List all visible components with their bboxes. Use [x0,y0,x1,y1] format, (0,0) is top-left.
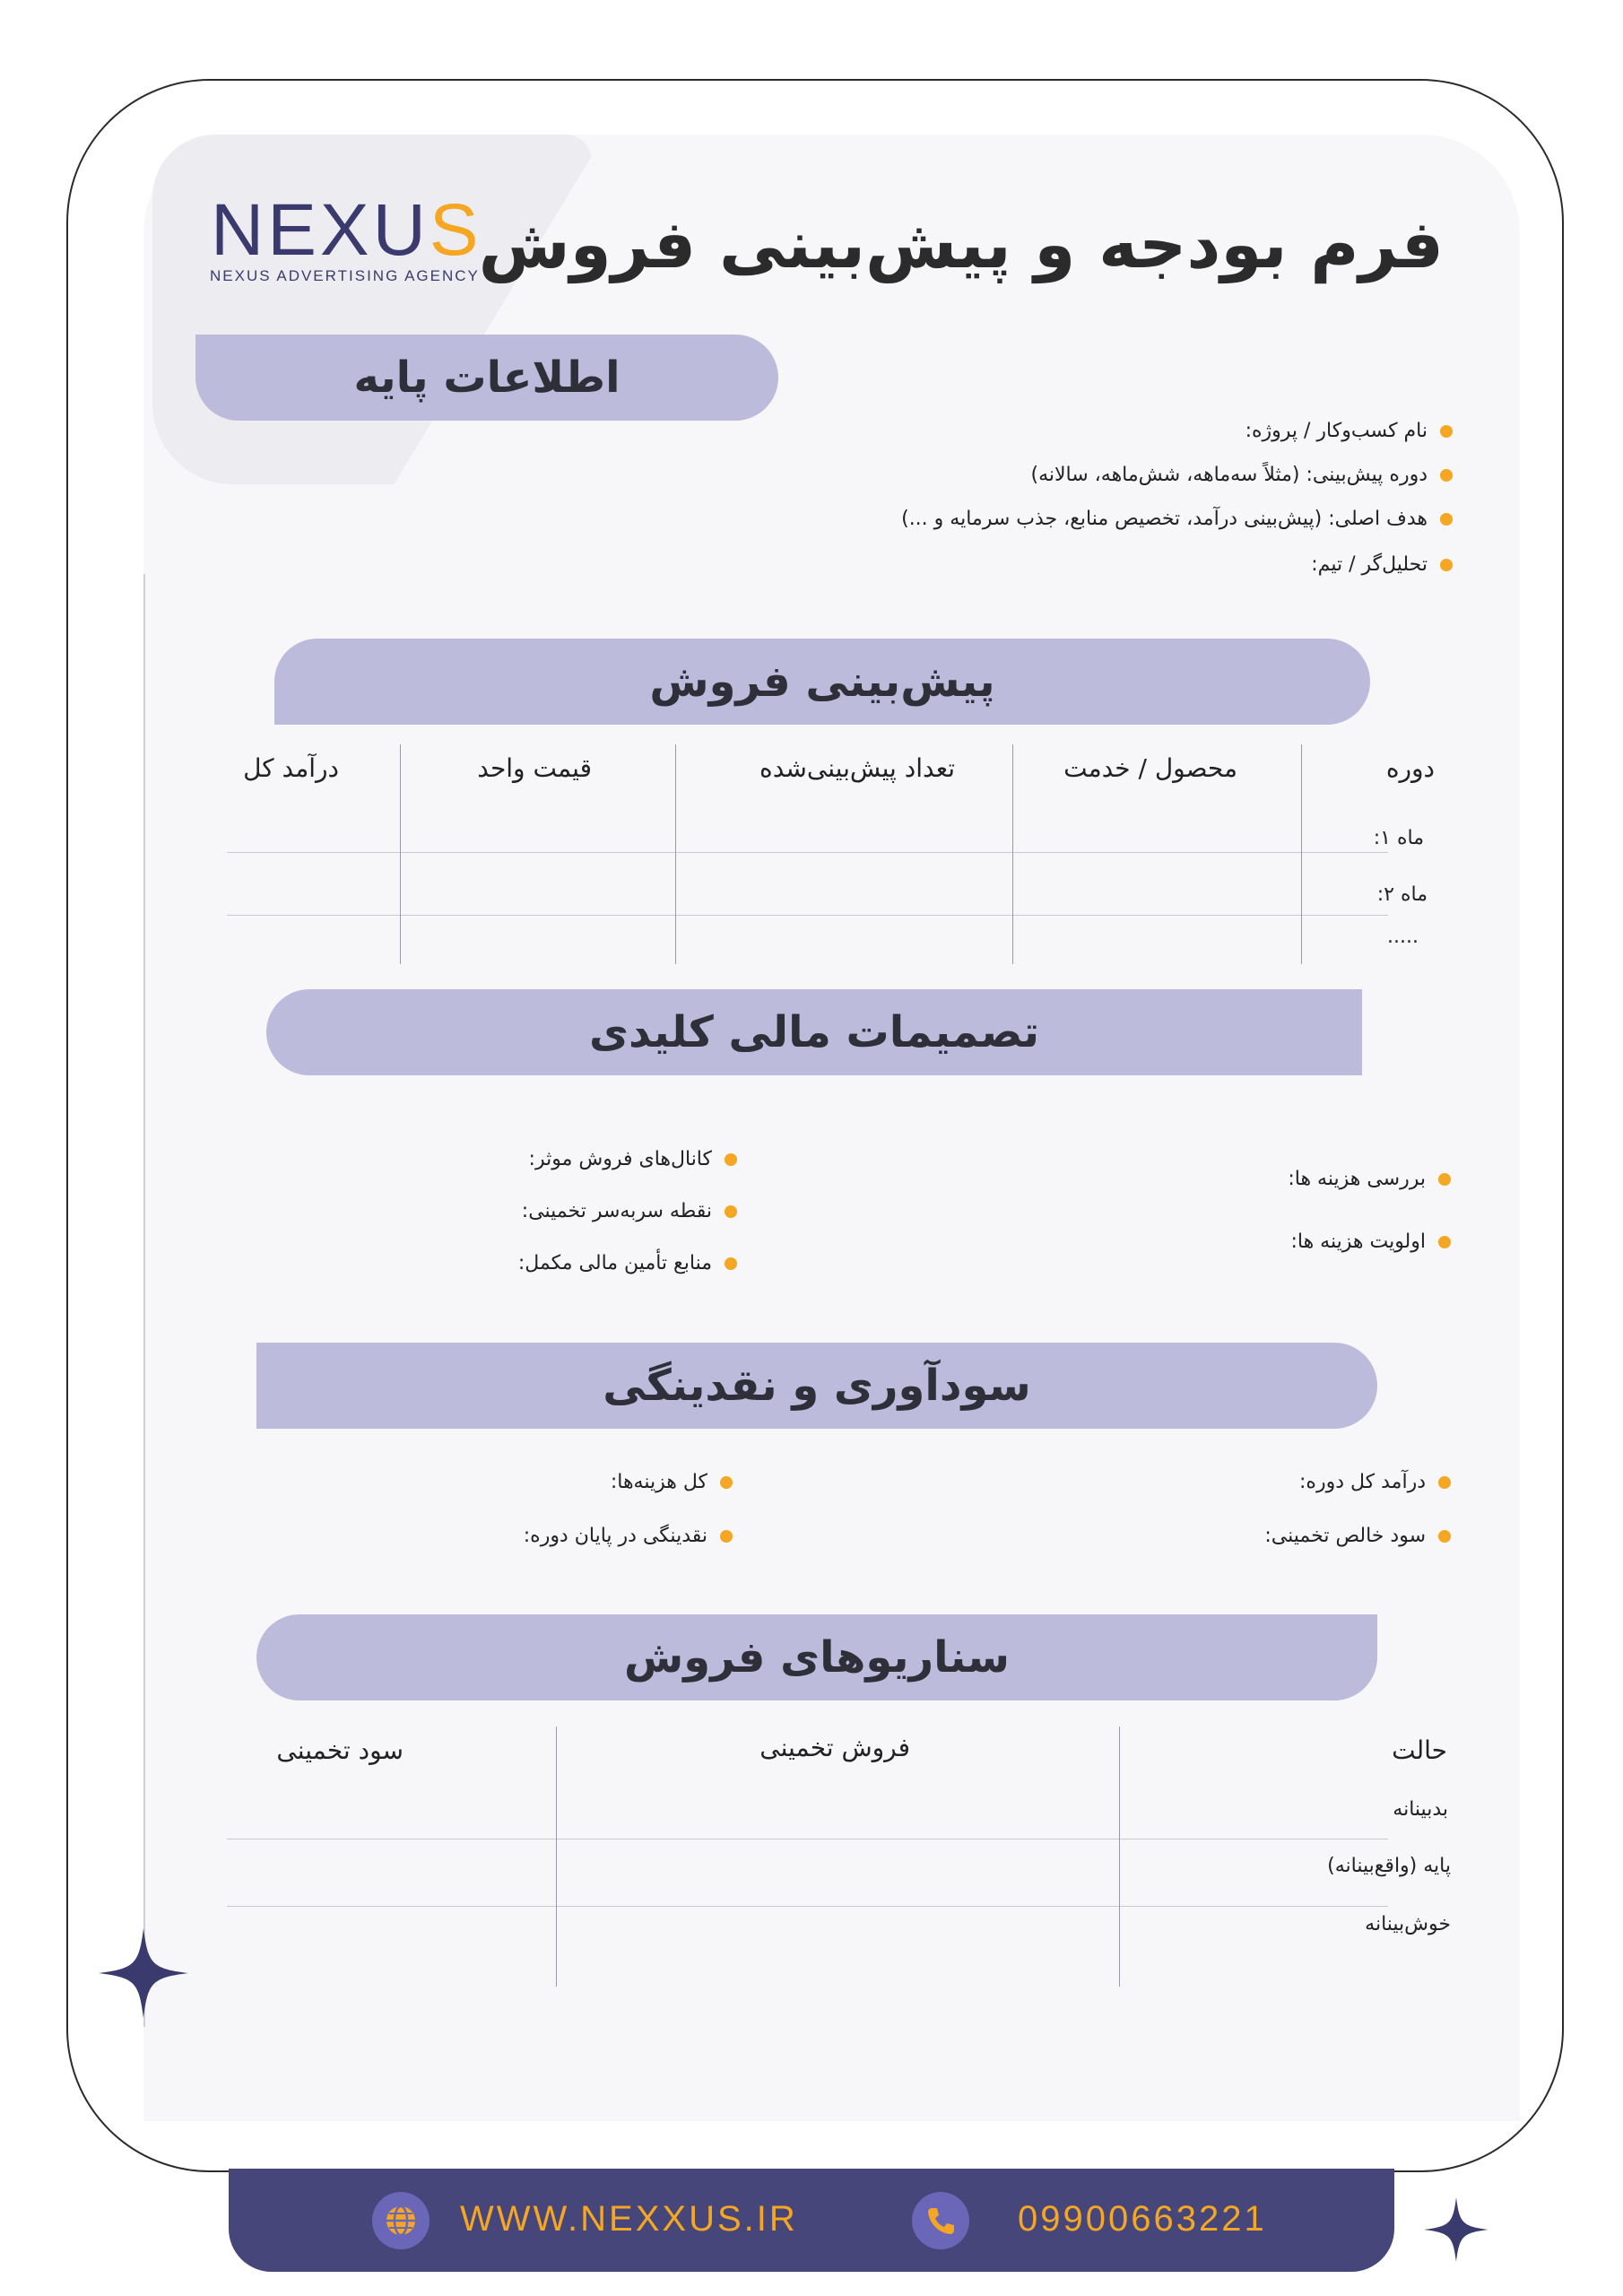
bullet-icon [1438,1476,1451,1489]
bullet-icon [725,1257,737,1270]
section-sales-scenarios: سناریوهای فروش [256,1614,1377,1700]
phone-number[interactable]: 09900663221 [1018,2199,1267,2239]
list-item: نقطه سربه‌سر تخمینی: [522,1200,737,1222]
table-column-divider [1012,744,1013,964]
phone-icon [912,2192,969,2249]
list-item: تحلیل‌گر / تیم: [1311,553,1453,576]
list-item: منابع تأمین مالی مکمل: [518,1252,737,1274]
sparkle-icon [99,1928,188,2018]
list-item: نقدینگی در پایان دوره: [524,1525,733,1547]
table-column-divider [1119,1726,1120,1987]
table-row-label: ..... [1387,926,1419,948]
profit-liquidity-right [1092,1471,1451,1561]
table-row-label: ماه ۲: [1376,883,1428,906]
financial-decisions-left [334,1148,737,1292]
basic-info-list [287,413,1453,592]
page-title: فرم بودجه و پیش‌بینی فروش [478,206,1444,283]
table-row-label: ماه ۱: [1373,827,1424,849]
bullet-icon [1440,425,1453,438]
bullet-icon [725,1153,737,1166]
logo-tagline: NEXUS ADVERTISING AGENCY [210,267,480,284]
bullet-icon [1438,1236,1451,1248]
section-sales-forecast: پیش‌بینی فروش [274,639,1370,725]
table-header: سود تخمینی [276,1735,404,1765]
table-header: فروش تخمینی [759,1733,910,1762]
table-row-label: پایه (واقع‌بینانه) [1327,1855,1451,1877]
bullet-icon [1438,1173,1451,1186]
table-column-divider [556,1726,557,1987]
section-profit-liquidity: سودآوری و نقدینگی [256,1343,1377,1429]
list-item: درآمد کل دوره: [1299,1471,1451,1493]
financial-decisions-right [1092,1166,1451,1274]
footer-bar [229,2169,1394,2272]
table-header: تعداد پیش‌بینی‌شده [759,753,955,783]
left-divider [143,574,145,2027]
bullet-icon [1440,559,1453,571]
table-header: حالت [1392,1735,1447,1765]
bullet-icon [1440,469,1453,482]
table-column-divider [1301,744,1302,964]
list-item: هدف اصلی: (پیش‌بینی درآمد، تخصیص منابع، جذب سرمایه و ...) [901,508,1453,530]
table-header: دوره [1385,753,1435,783]
table-header: محصول / خدمت [1063,753,1237,783]
bullet-icon [720,1530,733,1543]
list-item: اولویت هزینه ها: [1290,1231,1451,1253]
list-item: کانال‌های فروش موثر: [529,1148,737,1170]
sparkle-icon [1424,2197,1488,2262]
profit-liquidity-left [374,1471,733,1561]
bullet-icon [725,1205,737,1218]
website-link[interactable]: WWW.NEXXUS.IR [460,2199,798,2239]
list-item: نام کسب‌وکار / پروژه: [1245,420,1453,442]
table-row-label: بدبینانه [1393,1798,1448,1821]
table-column-divider [400,744,401,964]
table-header: قیمت واحد [477,753,592,783]
table-row-label: خوش‌بینانه [1365,1913,1451,1935]
bullet-icon [720,1476,733,1489]
bullet-icon [1440,513,1453,526]
table-row-divider [227,1906,1388,1907]
table-row-divider [227,852,1388,853]
table-header: درآمد کل [243,753,339,783]
bullet-icon [1438,1530,1451,1543]
table-row-divider [227,915,1388,916]
globe-icon [372,2192,430,2249]
list-item: کل هزینه‌ها: [611,1471,733,1493]
list-item: دوره پیش‌بینی: (مثلاً سه‌ماهه، شش‌ماهه، سالانه) [1031,464,1454,486]
section-basic-info: اطلاعات پایه [195,335,778,421]
table-column-divider [675,744,676,964]
list-item: بررسی هزینه ها: [1288,1168,1451,1190]
list-item: سود خالص تخمینی: [1264,1525,1451,1547]
section-financial-decisions: تصمیمات مالی کلیدی [266,989,1362,1075]
logo: NEXUS [211,189,482,271]
